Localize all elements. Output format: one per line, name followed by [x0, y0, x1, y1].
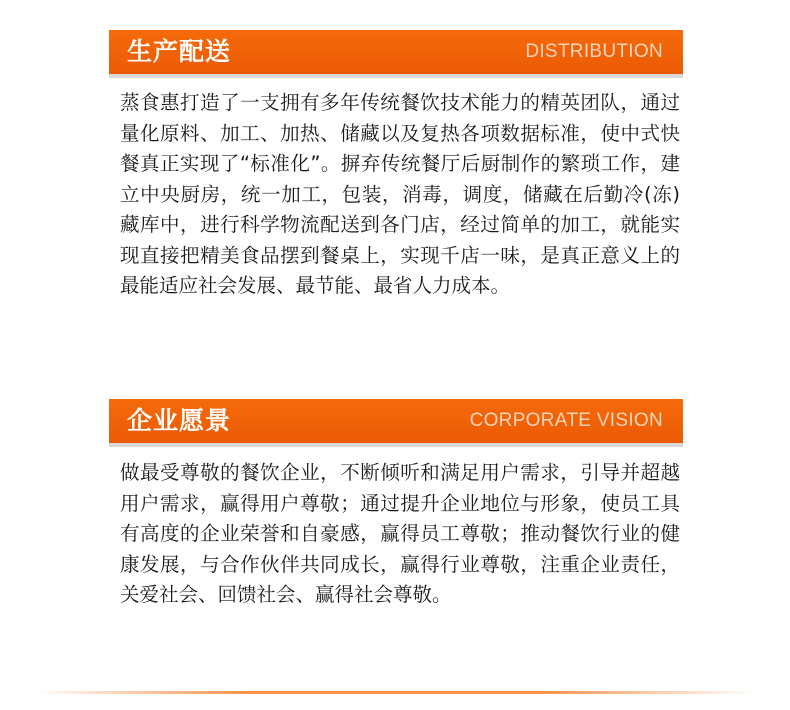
distribution-subtitle: DISTRIBUTION [525, 41, 663, 62]
bottom-divider [35, 691, 755, 694]
vision-subtitle: CORPORATE VISION [469, 410, 663, 431]
vision-header-bar [109, 399, 683, 443]
vision-paragraph: 做最受尊敬的餐饮企业，不断倾听和满足用户需求，引导并超越用户需求，赢得用户尊敬；通过提升企业地位与形象，使员工具有高度的企业荣誉和自豪感，赢得员工尊敬；推动餐饮行业的健康发展，与合作伙伴共同成长，赢得行业尊敬，注重企业责任，关爱社会、回馈社会、赢得社会尊敬。 [120, 461, 680, 606]
distribution-paragraph: 蒸食惠打造了一支拥有多年传统餐饮技术能力的精英团队，通过量化原料、加工、加热、储藏以及复热各项数据标准，使中式快餐真正实现了“标准化”。摒弃传统餐厅后厨制作的繁琐工作，建立中央厨房，统一加工，包装，消毒，调度，储藏在后勤冷(冻)藏库中，进行科学物流配送到各门店，经过简单的加工，就能实现直接把精美食品摆到餐桌上，实现千店一味，是真正意义上的最能适应社会发展、最节能、最省人力成本。 [120, 91, 680, 297]
vision-title: 企业愿景 [127, 406, 232, 435]
distribution-title: 生产配送 [127, 37, 232, 66]
distribution-header-bar [109, 30, 683, 74]
